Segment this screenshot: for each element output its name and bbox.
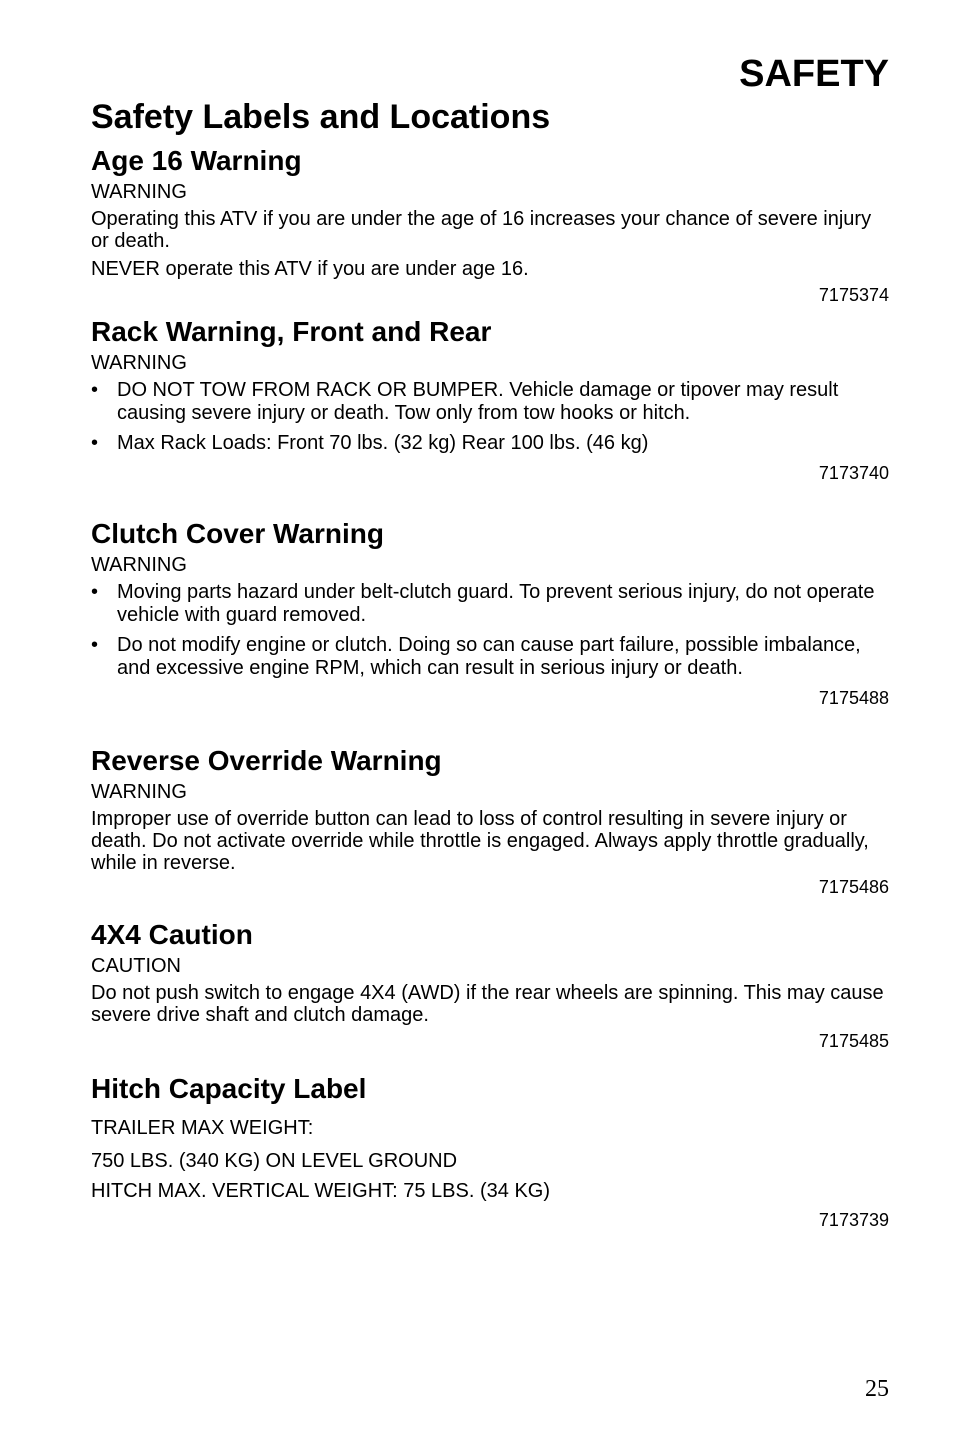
label-kind: WARNING	[91, 181, 187, 203]
bullet-item: • DO NOT TOW FROM RACK OR BUMPER. Vehicle damage or tipover may result causing severe injury or death. Tow only from tow hooks or hitch.	[91, 379, 889, 425]
part-number: 7175486	[818, 877, 889, 897]
part-number: 7175374	[818, 285, 889, 305]
paragraph: Operating this ATV if you are under the age of 16 increases your chance of severe injury or death.	[91, 208, 872, 252]
section-heading: Clutch Cover Warning	[91, 518, 384, 549]
section-heading: Rack Warning, Front and Rear	[91, 316, 492, 347]
section-4x4-caution	[91, 918, 889, 1052]
label-kind: WARNING	[91, 781, 187, 803]
label-kind: WARNING	[91, 352, 187, 374]
section-clutch-cover-warning	[91, 517, 889, 709]
section-heading: 4X4 Caution	[91, 919, 253, 950]
bullet-list	[91, 581, 889, 680]
bullet-item: • Moving parts hazard under belt-clutch guard. To prevent serious injury, do not operate vehicle with guard removed.	[91, 581, 889, 627]
section-heading: Age 16 Warning	[91, 145, 302, 176]
part-number: 7173739	[818, 1210, 889, 1230]
hitch-line: TRAILER MAX WEIGHT:	[91, 1117, 314, 1139]
bullet-list	[91, 379, 889, 455]
page-number: 25	[865, 1376, 889, 1402]
paragraph: Do not push switch to engage 4X4 (AWD) if the rear wheels are spinning. This may cause severe drive shaft and clutch damage.	[91, 982, 884, 1026]
section-hitch-capacity-label	[91, 1072, 889, 1231]
part-number: 7175488	[818, 688, 889, 708]
section-heading: Reverse Override Warning	[91, 745, 442, 776]
hitch-line: 750 LBS. (340 KG) ON LEVEL GROUND	[91, 1150, 458, 1172]
section-reverse-override-warning	[91, 744, 889, 898]
label-kind: CAUTION	[91, 955, 181, 977]
section-heading: Hitch Capacity Label	[91, 1073, 367, 1104]
hitch-line: HITCH MAX. VERTICAL WEIGHT: 75 LBS. (34 KG)	[91, 1180, 550, 1202]
paragraph: Improper use of override button can lead to loss of control resulting in severe injury or death. Do not activate override while throttle is engaged. Always apply throttle gradually, while in reverse.	[91, 808, 869, 874]
part-number: 7173740	[818, 463, 889, 483]
label-kind: WARNING	[91, 554, 187, 576]
paragraph: NEVER operate this ATV if you are under age 16.	[91, 258, 529, 280]
part-number: 7175485	[818, 1031, 889, 1051]
page-title: Safety Labels and Locations	[91, 98, 551, 136]
section-age-16-warning	[91, 144, 889, 306]
bullet-item: • Do not modify engine or clutch. Doing so can cause part failure, possible imbalance, and excessive engine RPM, which can result in serious injury or death.	[91, 634, 889, 680]
bullet-item: • Max Rack Loads: Front 70 lbs. (32 kg) Rear 100 lbs. (46 kg)	[91, 432, 889, 455]
chapter-title: SAFETY	[739, 53, 889, 95]
section-rack-warning	[91, 315, 889, 484]
